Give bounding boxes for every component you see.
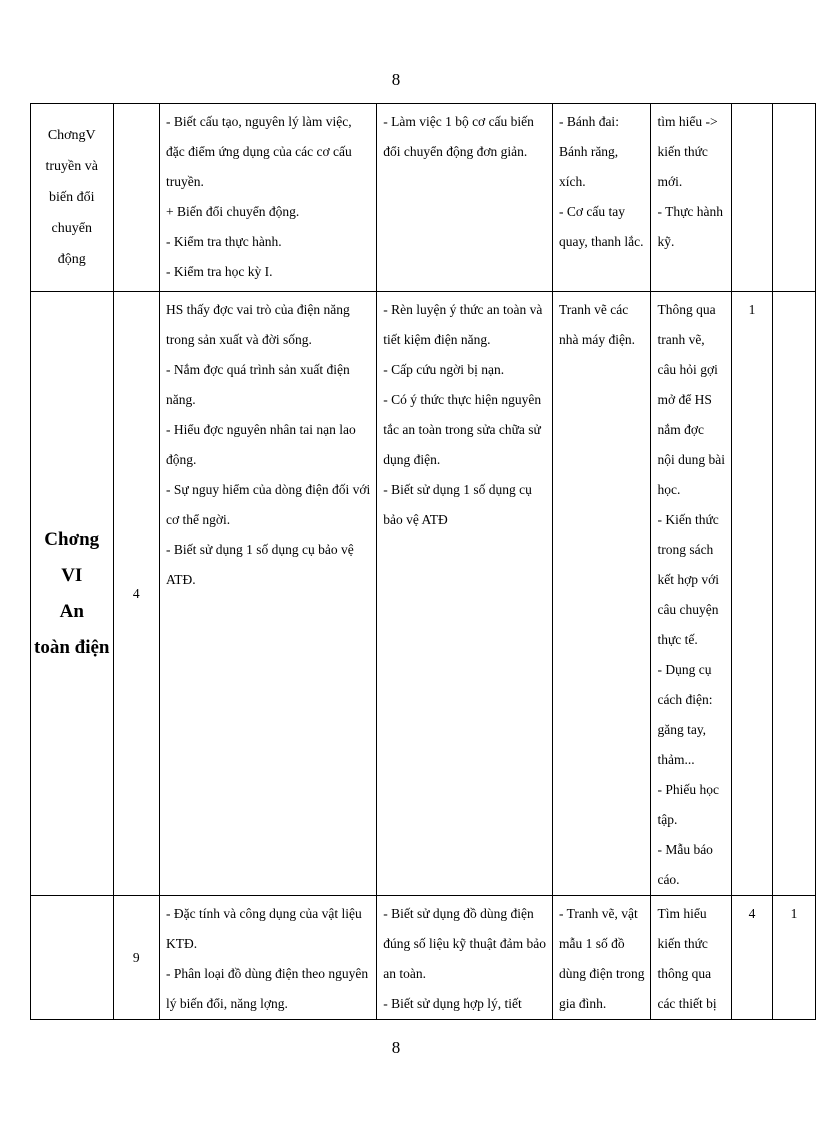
- text-line: - Cấp cứu ngời bị nạn.: [383, 362, 505, 377]
- text-line: đặc điểm ứng dụng của các cơ cấu: [166, 144, 352, 159]
- text-line: - Cơ cấu tay: [558, 204, 625, 219]
- text-line: các thiết bị: [657, 996, 717, 1011]
- page-number-top: 8: [391, 70, 401, 89]
- text-line: - Đặc tính và công dụng của vật liệu: [166, 906, 362, 921]
- text-line: biến đổi: [49, 190, 95, 205]
- text-line: nhà máy điện.: [558, 332, 636, 347]
- text-line: cơ thể ngời.: [166, 512, 231, 527]
- col6-cell: [731, 104, 772, 292]
- text-line: - Rèn luyện ý thức an toàn và: [383, 302, 543, 317]
- periods-cell: 4: [113, 292, 160, 896]
- text-line: - Dụng cụ: [657, 662, 712, 677]
- knowledge-lines: [166, 295, 370, 595]
- skills-cell: [377, 896, 553, 1020]
- text-line: mới.: [657, 174, 683, 189]
- text-line: mẫu 1 số đồ: [558, 936, 625, 951]
- methods-cell: [651, 104, 732, 292]
- text-line: - Sự nguy hiểm của dòng điện đối với: [166, 482, 371, 497]
- col7-cell: 1: [773, 896, 816, 1020]
- knowledge-cell: [160, 104, 377, 292]
- col7-cell: [773, 292, 816, 896]
- knowledge-cell: [160, 896, 377, 1020]
- text-line: truyền.: [166, 174, 204, 189]
- text-line: trong sách: [657, 542, 714, 557]
- text-line: Tranh vẽ các: [558, 302, 629, 317]
- text-line: học.: [657, 482, 681, 497]
- text-line: an toàn.: [383, 966, 426, 981]
- text-line: tiết kiệm điện năng.: [383, 332, 491, 347]
- text-line: - Thực hành: [657, 204, 724, 219]
- knowledge-lines: [166, 899, 370, 1019]
- text-line: - Biết cấu tạo, nguyên lý làm việc,: [166, 114, 352, 129]
- text-line: cáo.: [657, 872, 680, 887]
- chapter-lines: [34, 522, 110, 666]
- text-line: + Biến đổi chuyển động.: [166, 204, 300, 219]
- text-line: đổi chuyển động đơn giản.: [383, 144, 528, 159]
- chapter-lines: [34, 120, 110, 275]
- text-line: kiến thức: [657, 936, 708, 951]
- text-line: tranh vẽ,: [657, 332, 705, 347]
- text-line: VI: [61, 564, 83, 586]
- text-line: - Biết sử dụng đồ dùng điện: [383, 906, 534, 921]
- chapter-cell: [31, 104, 114, 292]
- text-line: thực tế.: [657, 632, 698, 647]
- text-line: câu hỏi gợi: [657, 362, 718, 377]
- text-line: găng tay,: [657, 722, 707, 737]
- text-line: dụng điện.: [383, 452, 441, 467]
- materials-cell: [552, 896, 651, 1020]
- text-line: truyền và: [45, 159, 98, 174]
- text-line: Thông qua: [657, 302, 716, 317]
- methods-cell: [651, 896, 732, 1020]
- text-line: Chơng: [44, 528, 100, 550]
- text-line: Tìm hiểu: [657, 906, 707, 921]
- text-line: - Có ý thức thực hiện nguyên: [383, 392, 542, 407]
- text-line: thông qua: [657, 966, 712, 981]
- text-line: - Làm việc 1 bộ cơ cấu biến: [383, 114, 534, 129]
- col6-cell: 1: [731, 292, 772, 896]
- materials-cell: [552, 104, 651, 292]
- skills-lines: [383, 107, 546, 167]
- page-number-bottom: 8: [391, 1038, 401, 1057]
- text-line: - Phân loại đồ dùng điện theo nguyên: [166, 966, 369, 981]
- text-line: đúng số liệu kỹ thuật đảm bảo: [383, 936, 546, 951]
- knowledge-lines: [166, 107, 370, 287]
- text-line: - Biết sử dụng 1 số dụng cụ: [383, 482, 532, 497]
- text-line: chuyển: [51, 221, 92, 236]
- text-line: động: [57, 252, 86, 267]
- skills-lines: [383, 295, 546, 535]
- text-line: thảm...: [657, 752, 695, 767]
- text-line: cách điện:: [657, 692, 713, 707]
- text-line: lý biến đổi, năng lợng.: [166, 996, 288, 1011]
- text-line: mở để HS: [657, 392, 712, 407]
- text-line: HS thấy đợc vai trò của điện năng: [166, 302, 350, 317]
- materials-lines: [559, 295, 645, 355]
- text-line: năng.: [166, 392, 196, 407]
- text-line: KTĐ.: [166, 936, 198, 951]
- text-line: tắc an toàn trong sửa chữa sử: [383, 422, 541, 437]
- text-line: - Tranh vẽ, vật: [558, 906, 638, 921]
- text-line: tìm hiểu ->: [657, 114, 718, 129]
- text-line: bảo vệ ATĐ: [383, 512, 448, 527]
- text-line: - Hiểu đợc nguyên nhân tai nạn lao: [166, 422, 356, 437]
- text-line: nắm đợc: [657, 422, 704, 437]
- table-row-chapter-5: [31, 104, 816, 292]
- text-line: gia đình.: [558, 996, 607, 1011]
- chapter-cell: [31, 896, 114, 1020]
- text-line: ChơngV: [47, 128, 96, 143]
- text-line: - Mẫu báo: [657, 842, 713, 857]
- knowledge-cell: [160, 292, 377, 896]
- text-line: xích.: [558, 174, 586, 189]
- text-line: toàn điện: [34, 636, 110, 658]
- text-line: tập.: [657, 812, 678, 827]
- skills-lines: [383, 899, 546, 1019]
- text-line: câu chuyện: [657, 602, 719, 617]
- table-row-chapter-6: [31, 292, 816, 896]
- text-line: - Phiếu học: [657, 782, 719, 797]
- text-line: nội dung bài: [657, 452, 725, 467]
- materials-lines: [559, 107, 645, 257]
- lesson-plan-table: [30, 103, 816, 1020]
- skills-cell: [377, 104, 553, 292]
- text-line: - Biết sử dụng hợp lý, tiết: [383, 996, 522, 1011]
- text-line: dùng điện trong: [558, 966, 645, 981]
- materials-lines: [559, 899, 645, 1019]
- text-line: - Kiểm tra học kỳ I.: [166, 264, 273, 279]
- materials-cell: [552, 292, 651, 896]
- chapter-cell: [31, 292, 114, 896]
- col6-cell: 4: [731, 896, 772, 1020]
- text-line: kiến thức: [657, 144, 708, 159]
- text-line: An: [59, 600, 84, 622]
- text-line: ATĐ.: [166, 572, 196, 587]
- periods-cell: 9: [113, 896, 160, 1020]
- table-body: [31, 104, 816, 1020]
- periods-cell: [113, 104, 160, 292]
- methods-lines: [657, 107, 725, 257]
- text-line: kỹ.: [657, 234, 675, 249]
- text-line: Bánh răng,: [558, 144, 619, 159]
- text-line: - Biết sử dụng 1 số dụng cụ bảo vệ: [166, 542, 354, 557]
- methods-lines: [657, 899, 725, 1019]
- text-line: kết hợp với: [657, 572, 719, 587]
- text-line: quay, thanh lắc.: [558, 234, 644, 249]
- text-line: động.: [166, 452, 197, 467]
- text-line: - Nắm đợc quá trình sản xuất điện: [166, 362, 350, 377]
- col7-cell: [773, 104, 816, 292]
- text-line: - Kiểm tra thực hành.: [166, 234, 282, 249]
- text-line: - Bánh đai:: [558, 114, 619, 129]
- text-line: trong sản xuất và đời sống.: [166, 332, 312, 347]
- text-line: - Kiến thức: [657, 512, 719, 527]
- methods-lines: [657, 295, 725, 895]
- skills-cell: [377, 292, 553, 896]
- table-row-chapter-7: [31, 896, 816, 1020]
- methods-cell: [651, 292, 732, 896]
